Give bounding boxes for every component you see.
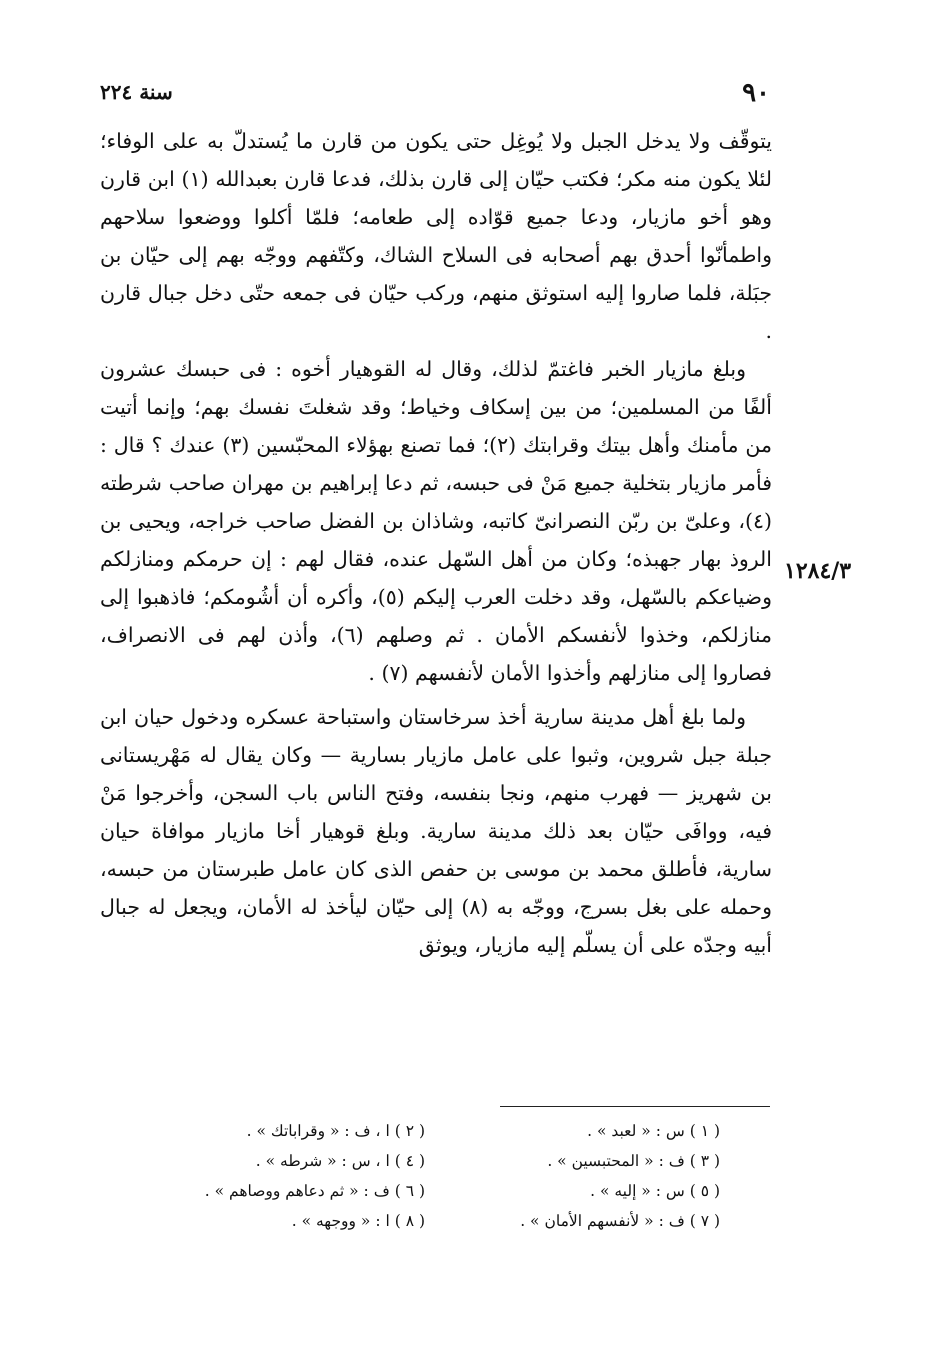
running-head-year: سنة ٢٢٤ [100,80,173,104]
main-text [100,122,772,964]
footnote-3: ( ٣ ) ف : « المحتبسين » . [547,1152,720,1170]
paragraph-2: وبلغ مازيار الخبر فاغتمّ لذلك، وقال له القوهيار أخوه : فى حبسك عشرون ألفًا من المسلمين؛ من بين إسكاف وخياط؛ وقد شغلتَ نفسك بهم؛ وإنما أتيت من مأمنك وأهل بيتك وقرابتك (٢)؛ فما تصنع بهؤلاء المحبّسين (٣) عندك ؟ قال : فأمر مازيار بتخلية جميع مَنْ فى حبسه، ثم دعا إبراهيم بن مهران صاحب شرطته (٤)، وعلىّ بن ربّن النصرانىّ كاتبه، وشاذان بن الفضل صاحب خراجه، ويحيى بن الروذ بهار جهبذه؛ وكان من أهل السّهل عنده، فقال لهم : إن حرمكم ومنازلكم وضياعكم بالسّهل، وقد دخلت العرب إليكم (٥)، وأكره أن أشُومكم؛ فاذهبوا إلى منازلكم، وخذوا لأنفسكم الأمان . ثم وصلهم (٦)، وأذن لهم فى الانصراف، فصاروا إلى منازلهم وأخذوا الأمان لأنفسهم (٧) . [100,357,772,685]
page-header [100,78,770,118]
footnote-1: ( ١ ) س : « لعبد » . [587,1122,720,1140]
footnote-5: ( ٥ ) س : « إليه » . [590,1182,720,1200]
margin-reference: ١٢٨٤/٣ [784,558,852,584]
page-number: ٩٠ [742,78,770,108]
paragraph-3: ولما بلغ أهل مدينة سارية أخذ سرخاستان واستباحة عسكره ودخول حيان ابن جبلة جبل شروين، وثبوا على عامل مازيار بسارية — وكان يقال له مَهْريستانى بن شهريز — فهرب منهم، ونجا بنفسه، وفتح الناس باب السجن، وأخرجوا مَنْ فيه، ووافَى حيّان بعد ذلك مدينة سارية. وبلغ قوهيار أخا مازيار موافاة حيان سارية، فأطلق محمد بن موسى بن حفص الذى كان عامل طبرستان من حبسه، وحمله على بغل بسرج، ووجّه به (٨) إلى حيّان ليأخذ له الأمان، ويجعل له جبال أبيه وجدّه على أن يسلّم إليه مازيار، ويوثق [100,705,772,957]
footnote-7: ( ٧ ) ف : « لأنفسهم الأمان » . [520,1212,720,1230]
footnote-2: ( ٢ ) ا ، ف : « وقراباتك » . [246,1122,425,1140]
footnote-6: ( ٦ ) ف : « ثم دعاهم ووصاهم » . [204,1182,425,1200]
footnotes [160,1118,720,1234]
footnote-rule [500,1106,770,1107]
footnote-8: ( ٨ ) ا : « ووجهه » . [291,1212,425,1230]
footnote-4: ( ٤ ) ا ، س : « شرطه » . [255,1152,425,1170]
paragraph-1: يتوقّف ولا يدخل الجبل ولا يُوغِل حتى يكون من قارن ما يُستدلّ به على الوفاء؛ لئلا يكون منه مكر؛ فكتب حيّان إلى قارن بذلك، فدعا قارن بعبدالله (١) ابن قارن وهو أخو مازيار، ودعا جميع قوّاده إلى طعامه؛ فلمّا أكلوا ووضعوا سلاحهم واطمأنّوا أحدق بهم أصحابه فى السلاح الشاك، وكتّفهم ووجّه بهم إلى حيّان بن جبَلة، فلما صاروا إليه استوثق منهم، وركب حيّان فى جمعه حتّى دخل جبال قارن . [100,129,772,343]
